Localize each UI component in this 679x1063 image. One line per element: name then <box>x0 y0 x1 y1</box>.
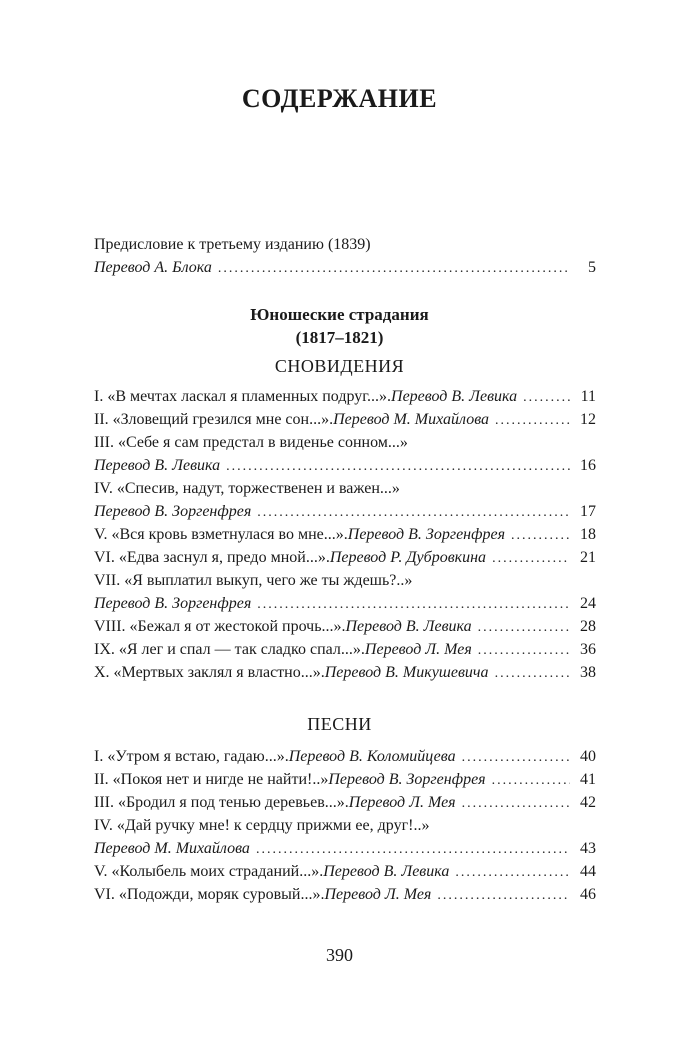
dot-leader <box>523 390 570 406</box>
dot-leader <box>437 888 570 904</box>
dot-leader <box>492 773 570 789</box>
entry-title: III. «Себе я сам предстал в виденье сонном...» <box>94 434 408 451</box>
toc-entry <box>94 549 596 572</box>
entry-title: V. «Вся кровь взметнулася во мне...». <box>94 526 348 543</box>
dot-leader <box>462 796 570 812</box>
toc-entry <box>94 526 596 549</box>
page-title: СОДЕРЖАНИЕ <box>241 84 438 113</box>
entry-title: VI. «Подожди, моряк суровый...». <box>94 886 325 903</box>
entry-title: IV. «Спесив, надут, торжественен и важен...» <box>94 480 400 497</box>
entry-page: 24 <box>580 595 596 612</box>
entry-page: 28 <box>580 618 596 635</box>
dot-leader <box>478 643 570 659</box>
dot-leader <box>511 528 570 544</box>
section-years: (1817–1821) <box>295 328 384 347</box>
toc-entry <box>94 618 596 641</box>
toc-entry <box>94 794 596 817</box>
preface-title: Предисловие к третьему изданию (1839) <box>94 236 371 253</box>
entry-translator: Перевод В. Коломийцева <box>288 748 456 765</box>
entry-translator: Перевод В. Зоргенфрея <box>94 595 252 612</box>
dot-leader <box>462 750 570 766</box>
entry-page: 38 <box>580 664 596 681</box>
dreams-list <box>94 388 596 687</box>
entry-title: I. «В мечтах ласкал я пламенных подруг...». <box>94 388 392 405</box>
entry-title: IX. «Я лег и спал — так сладко спал...». <box>94 641 365 658</box>
entry-page: 17 <box>580 503 596 520</box>
entry-translator: Перевод Л. Мея <box>364 641 472 658</box>
dot-leader <box>257 505 570 521</box>
entry-translator: Перевод В. Левика <box>94 457 221 474</box>
entry-title: II. «Покоя нет и нигде не найти!..» <box>94 771 329 788</box>
entry-translator: Перевод Л. Мея <box>348 794 456 811</box>
toc-entry <box>94 748 596 771</box>
dot-leader <box>455 865 570 881</box>
toc-entry <box>94 886 596 909</box>
preface-translator-line <box>94 259 596 282</box>
entry-translator: Перевод М. Михайлова <box>333 411 490 428</box>
entry-translator: Перевод Р. Дубровкина <box>329 549 487 566</box>
entry-title: VIII. «Бежал я от жестокой прочь...». <box>94 618 346 635</box>
entry-page: 43 <box>580 840 596 857</box>
entry-title: IV. «Дай ручку мне! к сердцу прижми ее, друг!..» <box>94 817 430 834</box>
entry-page: 44 <box>580 863 596 880</box>
toc-entry <box>94 664 596 687</box>
toc-entry <box>94 641 596 664</box>
dot-leader <box>256 842 570 858</box>
dreams-heading: СНОВИДЕНИЯ <box>274 356 405 376</box>
entry-title: X. «Мертвых заклял я властно...». <box>94 664 325 681</box>
entry-translator: Перевод В. Левика <box>345 618 472 635</box>
entry-title: VI. «Едва заснул я, предо мной...». <box>94 549 330 566</box>
dot-leader <box>478 620 570 636</box>
toc-entry <box>94 503 596 526</box>
toc-entry <box>94 595 596 618</box>
entry-page: 12 <box>580 411 596 428</box>
section-title: Юношеские страдания <box>250 305 429 324</box>
entry-page: 36 <box>580 641 596 658</box>
dot-leader <box>226 459 570 475</box>
entry-title: V. «Колыбель моих страданий...». <box>94 863 324 880</box>
entry-page: 46 <box>580 886 596 903</box>
entry-title: III. «Бродил я под тенью деревьев...». <box>94 794 349 811</box>
entry-page: 41 <box>580 771 596 788</box>
entry-translator: Перевод Л. Мея <box>324 886 432 903</box>
entry-title: I. «Утром я встаю, гадаю...». <box>94 748 289 765</box>
entry-title: II. «Зловещий грезился мне сон...». <box>94 411 334 428</box>
preface-entry <box>94 236 596 282</box>
toc-entry <box>94 388 596 411</box>
entry-page: 40 <box>580 748 596 765</box>
songs-heading: ПЕСНИ <box>307 714 372 734</box>
toc-entry <box>94 863 596 886</box>
entry-page: 11 <box>580 388 596 405</box>
dot-leader <box>492 551 570 567</box>
dot-leader <box>495 666 570 682</box>
toc-entry <box>94 411 596 434</box>
toc-entry <box>94 457 596 480</box>
dot-leader <box>495 413 570 429</box>
entry-translator: Перевод В. Зоргенфрея <box>328 771 486 788</box>
dot-leader <box>218 261 570 277</box>
entry-translator: Перевод М. Михайлова <box>94 840 250 857</box>
entry-page: 21 <box>580 549 596 566</box>
entry-translator: Перевод В. Зоргенфрея <box>94 503 252 520</box>
preface-page: 5 <box>588 259 596 276</box>
toc-entry <box>94 771 596 794</box>
songs-list <box>94 748 596 909</box>
preface-translator: Перевод А. Блока <box>94 259 212 276</box>
page-number: 390 <box>326 945 353 965</box>
entry-translator: Перевод В. Микушевича <box>324 664 489 681</box>
entry-translator: Перевод В. Зоргенфрея <box>347 526 506 543</box>
entry-translator: Перевод В. Левика <box>391 388 518 405</box>
dot-leader <box>257 597 570 613</box>
toc-entry <box>94 840 596 863</box>
entry-page: 16 <box>580 457 596 474</box>
entry-page: 18 <box>580 526 596 543</box>
entry-page: 42 <box>580 794 596 811</box>
entry-translator: Перевод В. Левика <box>323 863 450 880</box>
entry-title: VII. «Я выплатил выкуп, чего же ты ждешь?..» <box>94 572 413 589</box>
